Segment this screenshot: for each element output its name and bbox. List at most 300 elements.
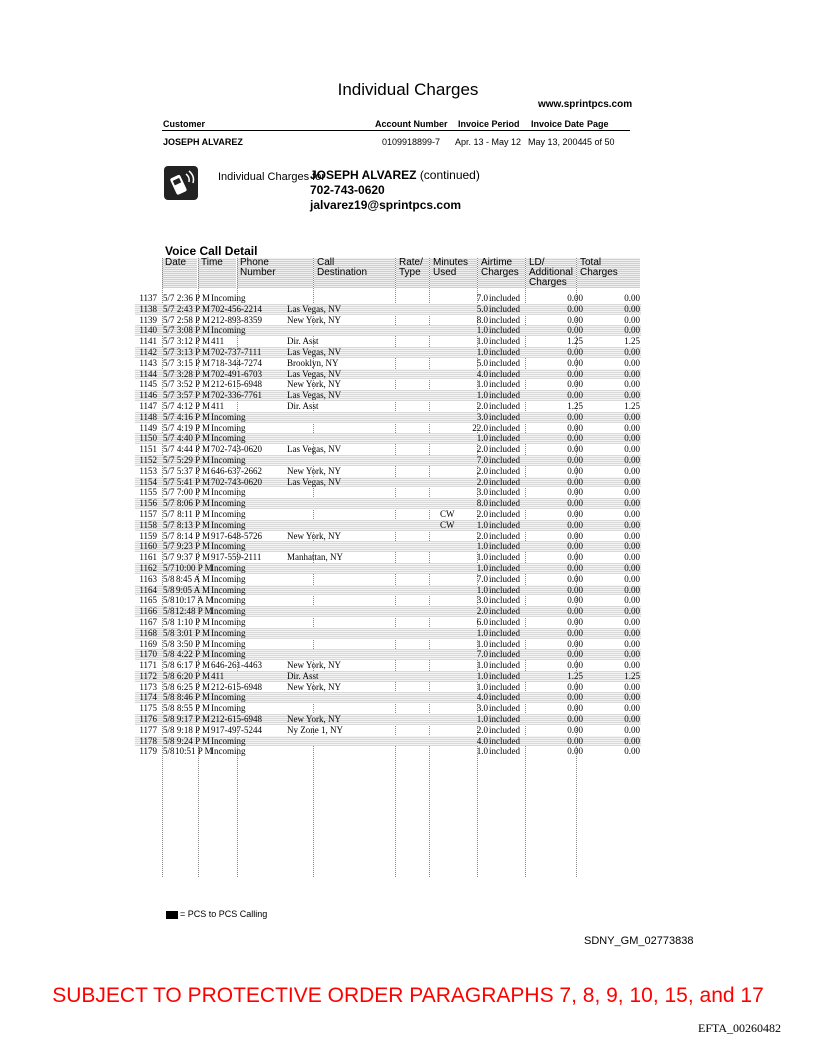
row-date: 5/7: [163, 444, 175, 455]
table-row: [135, 585, 641, 596]
row-date: 5/7: [163, 476, 175, 487]
row-minutes: 2.0: [476, 724, 488, 735]
row-total: 0.00: [624, 465, 640, 476]
row-airtime: included: [489, 541, 520, 552]
row-phone: 646-637-2662: [211, 465, 262, 476]
row-date: 5/8: [163, 724, 175, 735]
row-ld-charges: 0.00: [567, 476, 583, 487]
row-number: 1144: [139, 368, 157, 379]
row-time: 4:40 P M: [176, 433, 210, 444]
row-total: 1.25: [624, 336, 640, 347]
row-number: 1143: [139, 357, 157, 368]
row-total: 0.00: [624, 411, 640, 422]
row-number: 1167: [139, 616, 157, 627]
row-number: 1149: [139, 422, 157, 433]
row-ld-charges: 0.00: [567, 746, 583, 757]
row-ld-charges: 0.00: [567, 422, 583, 433]
customer-phone: 702-743-0620: [310, 183, 385, 197]
row-minutes: 1.0: [476, 638, 488, 649]
row-number: 1171: [139, 660, 157, 671]
table-row: [135, 714, 641, 725]
row-minutes: 1.0: [476, 541, 488, 552]
page-title: Individual Charges: [337, 80, 479, 99]
row-date: 5/7: [163, 519, 175, 530]
call-detail-table: [135, 293, 641, 757]
table-row: [135, 725, 641, 736]
row-time: 3:52 P M: [176, 379, 210, 390]
row-total: 0.00: [624, 293, 640, 303]
row-minutes: 1.0: [476, 584, 488, 595]
row-airtime: included: [489, 530, 520, 541]
page-label: Page: [587, 119, 609, 129]
row-airtime: included: [489, 444, 520, 455]
row-total: 0.00: [624, 303, 640, 314]
table-row: [135, 531, 641, 542]
table-row: [135, 487, 641, 498]
row-phone: Incoming: [211, 649, 246, 660]
row-date: 5/7: [163, 487, 175, 498]
row-phone: Incoming: [211, 519, 246, 530]
row-number: 1139: [139, 314, 157, 325]
row-minutes: 2.0: [476, 444, 488, 455]
row-ld-charges: 0.00: [567, 606, 583, 617]
row-total: 0.00: [624, 616, 640, 627]
row-airtime: included: [489, 735, 520, 746]
row-phone: Incoming: [211, 498, 246, 509]
row-time: 8:14 P M: [176, 530, 210, 541]
row-airtime: included: [489, 724, 520, 735]
row-number: 1175: [139, 703, 157, 714]
table-row: [135, 509, 641, 520]
row-total: 0.00: [624, 346, 640, 357]
row-airtime: included: [489, 346, 520, 357]
continued-note: (continued): [419, 168, 480, 182]
row-number: 1169: [139, 638, 157, 649]
row-phone: Incoming: [211, 584, 246, 595]
row-ld-charges: 0.00: [567, 735, 583, 746]
row-total: 0.00: [624, 714, 640, 725]
table-row: [135, 369, 641, 380]
row-minutes: 5.0: [476, 357, 488, 368]
row-total: 0.00: [624, 390, 640, 401]
customer-value: JOSEPH ALVAREZ: [163, 137, 243, 147]
row-phone: 702-743-0620: [211, 444, 262, 455]
row-time: 3:12 P M: [176, 336, 210, 347]
row-airtime: included: [489, 562, 520, 573]
row-airtime: included: [489, 476, 520, 487]
table-row: [135, 336, 641, 347]
row-number: 1150: [139, 433, 157, 444]
row-time: 3:50 P M: [176, 638, 210, 649]
row-number: 1142: [139, 346, 157, 357]
row-phone: 702-491-6703: [211, 368, 262, 379]
row-phone: 917-648-5726: [211, 530, 262, 541]
row-time: 2:43 P M: [176, 303, 210, 314]
col-ld: LD/ Additional Charges: [526, 258, 576, 288]
row-ld-charges: 0.00: [567, 541, 583, 552]
row-number: 1147: [139, 400, 157, 411]
customer-email: jalvarez19@sprintpcs.com: [310, 198, 462, 212]
row-phone: Incoming: [211, 573, 246, 584]
row-phone: 411: [211, 670, 225, 681]
row-total: 0.00: [624, 454, 640, 465]
table-row: [135, 325, 641, 336]
row-minutes: 7.0: [476, 293, 488, 303]
row-destination: Dir. Asst: [287, 336, 319, 347]
row-number: 1165: [139, 595, 157, 606]
row-phone: 702-743-0620: [211, 476, 262, 487]
row-date: 5/8: [163, 573, 175, 584]
account-number-value: 0109918899-7: [382, 137, 441, 147]
table-row: [135, 390, 641, 401]
row-airtime: included: [489, 433, 520, 444]
row-number: 1141: [139, 336, 157, 347]
row-destination: Las Vegas, NV: [287, 476, 342, 487]
row-phone: 646-261-4463: [211, 660, 262, 671]
row-airtime: included: [489, 519, 520, 530]
row-date: 5/7: [163, 508, 175, 519]
row-phone: 212-615-6948: [211, 714, 262, 725]
row-phone: Incoming: [211, 411, 246, 422]
row-number: 1174: [139, 692, 157, 703]
row-minutes: 2.0: [476, 465, 488, 476]
row-airtime: included: [489, 584, 520, 595]
row-time: 10:00 P M: [175, 562, 213, 573]
row-phone: 718-344-7274: [211, 357, 262, 368]
row-date: 5/7: [163, 357, 175, 368]
row-airtime: included: [489, 703, 520, 714]
row-number: 1176: [139, 714, 157, 725]
table-row: [135, 639, 641, 650]
row-ld-charges: 0.00: [567, 433, 583, 444]
row-phone: Incoming: [211, 325, 246, 336]
col-time: Time: [198, 258, 236, 288]
row-phone: Incoming: [211, 638, 246, 649]
row-number: 1177: [139, 724, 157, 735]
row-phone: Incoming: [211, 746, 246, 757]
row-number: 1164: [139, 584, 157, 595]
row-number: 1153: [139, 465, 157, 476]
invoice-date-label: Invoice Date: [531, 119, 585, 129]
row-ld-charges: 0.00: [567, 660, 583, 671]
row-time: 8:06 P M: [176, 498, 210, 509]
row-number: 1161: [139, 552, 157, 563]
table-row: [135, 595, 641, 606]
row-destination: Las Vegas, NV: [287, 444, 342, 455]
row-airtime: included: [489, 508, 520, 519]
table-row: [135, 379, 641, 390]
row-destination: Las Vegas, NV: [287, 303, 342, 314]
row-destination: Ny Zone 1, NY: [287, 724, 343, 735]
row-time: 2:36 P M: [176, 293, 210, 303]
row-date: 5/7: [163, 303, 175, 314]
row-total: 0.00: [624, 649, 640, 660]
row-ld-charges: 0.00: [567, 638, 583, 649]
row-ld-charges: 0.00: [567, 519, 583, 530]
row-total: 0.00: [624, 444, 640, 455]
row-date: 5/8: [163, 627, 175, 638]
row-number: 1168: [139, 627, 157, 638]
row-ld-charges: 0.00: [567, 627, 583, 638]
row-time: 3:15 P M: [176, 357, 210, 368]
table-row: [135, 315, 641, 326]
row-destination: New York, NY: [287, 314, 342, 325]
individual-charges-label: Individual Charges for: [218, 171, 326, 183]
row-ld-charges: 0.00: [567, 530, 583, 541]
row-time: 4:19 P M: [176, 422, 210, 433]
row-minutes: 1.0: [476, 714, 488, 725]
row-date: 5/7: [163, 530, 175, 541]
row-total: 0.00: [624, 498, 640, 509]
row-airtime: included: [489, 454, 520, 465]
row-total: 1.25: [624, 400, 640, 411]
row-number: 1152: [139, 454, 157, 465]
row-airtime: included: [489, 465, 520, 476]
row-airtime: included: [489, 400, 520, 411]
table-row: [135, 455, 641, 466]
row-ld-charges: 0.00: [567, 573, 583, 584]
row-airtime: included: [489, 681, 520, 692]
protective-order-notice: SUBJECT TO PROTECTIVE ORDER PARAGRAPHS 7, 8, 9, 10, 15, and 17: [52, 984, 764, 1007]
row-date: 5/8: [163, 703, 175, 714]
row-date: 5/8: [163, 670, 175, 681]
table-row: [135, 423, 641, 434]
row-date: 5/7: [163, 400, 175, 411]
row-airtime: included: [489, 314, 520, 325]
table-row: [135, 628, 641, 639]
row-total: 0.00: [624, 519, 640, 530]
col-minutes: Minutes Used: [430, 258, 477, 288]
row-destination: Brooklyn, NY: [287, 357, 339, 368]
row-time: 3:01 P M: [176, 627, 210, 638]
row-number: 1158: [139, 519, 157, 530]
row-minutes: 3.0: [476, 703, 488, 714]
invoice-date-value: May 13, 2004: [528, 137, 583, 147]
row-ld-charges: 0.00: [567, 379, 583, 390]
row-ld-charges: 0.00: [567, 465, 583, 476]
row-airtime: included: [489, 498, 520, 509]
row-date: 5/7: [163, 433, 175, 444]
row-minutes: 1.0: [476, 552, 488, 563]
row-total: 0.00: [624, 325, 640, 336]
row-airtime: included: [489, 325, 520, 336]
row-minutes: 3.0: [476, 487, 488, 498]
row-time: 8:11 P M: [177, 508, 210, 519]
row-number: 1163: [139, 573, 157, 584]
row-phone: Incoming: [211, 487, 246, 498]
row-date: 5/7: [163, 379, 175, 390]
customer-name: JOSEPH ALVAREZ: [310, 168, 417, 182]
row-phone: Incoming: [211, 627, 246, 638]
table-row: [135, 433, 641, 444]
row-total: 0.00: [624, 638, 640, 649]
row-time: 5:29 P M: [176, 454, 210, 465]
row-date: 5/7: [163, 465, 175, 476]
row-minutes: 2.0: [476, 400, 488, 411]
row-number: 1170: [139, 649, 157, 660]
row-phone: Incoming: [211, 616, 246, 627]
legend: [166, 909, 267, 919]
row-airtime: included: [489, 379, 520, 390]
row-phone: Incoming: [211, 541, 246, 552]
row-ld-charges: 0.00: [567, 357, 583, 368]
row-total: 0.00: [624, 746, 640, 757]
row-airtime: included: [489, 303, 520, 314]
column-headers: [162, 258, 640, 288]
row-date: 5/7: [163, 346, 175, 357]
row-time: 12:48 P M: [175, 606, 213, 617]
table-row: [135, 703, 641, 714]
row-number: 1160: [139, 541, 157, 552]
row-time: 5:41 P M: [176, 476, 210, 487]
row-airtime: included: [489, 573, 520, 584]
row-date: 5/8: [163, 616, 175, 627]
row-number: 1159: [139, 530, 157, 541]
row-total: 0.00: [624, 724, 640, 735]
row-time: 1:10 P M: [176, 616, 210, 627]
row-date: 5/7: [163, 368, 175, 379]
row-minutes: 2.0: [476, 476, 488, 487]
table-row: [135, 682, 641, 693]
row-total: 0.00: [624, 541, 640, 552]
row-ld-charges: 0.00: [567, 487, 583, 498]
row-minutes: 1.0: [476, 336, 488, 347]
row-minutes: 1.0: [476, 519, 488, 530]
row-date: 5/8: [163, 595, 175, 606]
row-number: 1140: [139, 325, 157, 336]
row-number: 1148: [139, 411, 157, 422]
row-ld-charges: 0.00: [567, 411, 583, 422]
row-number: 1156: [139, 498, 157, 509]
row-ld-charges: 0.00: [567, 368, 583, 379]
row-number: 1138: [139, 303, 157, 314]
row-airtime: included: [489, 357, 520, 368]
row-phone: 702-456-2214: [211, 303, 262, 314]
row-time: 9:24 P M: [176, 735, 210, 746]
row-total: 1.25: [624, 670, 640, 681]
row-time: 3:57 P M: [176, 390, 210, 401]
table-row: [135, 552, 641, 563]
row-total: 0.00: [624, 530, 640, 541]
row-total: 0.00: [624, 735, 640, 746]
table-row: [135, 304, 641, 315]
row-total: 0.00: [624, 703, 640, 714]
row-date: 5/8: [163, 584, 175, 595]
row-date: 5/7: [163, 422, 175, 433]
row-phone: 212-615-6948: [211, 379, 262, 390]
row-date: 5/7: [163, 336, 175, 347]
row-date: 5/8: [163, 638, 175, 649]
row-time: 4:12 P M: [176, 400, 210, 411]
row-date: 5/8: [163, 649, 175, 660]
row-time: 5:37 P M: [176, 465, 210, 476]
row-number: 1137: [139, 293, 157, 303]
table-row: [135, 692, 641, 703]
row-total: 0.00: [624, 573, 640, 584]
row-number: 1146: [139, 390, 157, 401]
table-row: [135, 347, 641, 358]
row-number: 1173: [139, 681, 157, 692]
row-total: 0.00: [624, 595, 640, 606]
row-time: 3:08 P M: [176, 325, 210, 336]
row-minutes: 1.0: [476, 681, 488, 692]
phone-icon: [164, 166, 198, 200]
row-phone: 702-336-7761: [211, 390, 262, 401]
row-date: 5/7: [163, 314, 175, 325]
row-time: 9:05 A M: [175, 584, 210, 595]
table-row: [135, 477, 641, 488]
row-date: 5/7: [163, 541, 175, 552]
row-time: 3:28 P M: [176, 368, 210, 379]
row-phone: Incoming: [211, 735, 246, 746]
row-date: 5/8: [163, 692, 175, 703]
row-number: 1145: [139, 379, 157, 390]
row-number: 1166: [139, 606, 157, 617]
row-minutes: 1.0: [476, 433, 488, 444]
legend-text: = PCS to PCS Calling: [180, 909, 268, 919]
row-time: 4:22 P M: [176, 649, 210, 660]
row-ld-charges: 0.00: [567, 552, 583, 563]
row-ld-charges: 0.00: [567, 303, 583, 314]
row-airtime: included: [489, 714, 520, 725]
row-destination: New York, NY: [287, 714, 342, 725]
section-title: Voice Call Detail: [165, 244, 258, 258]
row-airtime: included: [489, 293, 520, 303]
row-minutes: 1.0: [476, 627, 488, 638]
col-date: Date: [162, 258, 197, 288]
row-minutes: 6.0: [476, 616, 488, 627]
row-minutes: 1.0: [476, 325, 488, 336]
row-phone: 702-737-7111: [211, 346, 262, 357]
row-ld-charges: 0.00: [567, 293, 583, 303]
table-row: [135, 541, 641, 552]
row-total: 0.00: [624, 487, 640, 498]
row-date: 5/7: [163, 562, 175, 573]
row-number: 1178: [139, 735, 157, 746]
row-minutes: 2.0: [476, 606, 488, 617]
row-phone: 411: [211, 400, 225, 411]
row-phone: 917-559-2111: [211, 552, 262, 563]
row-ld-charges: 0.00: [567, 616, 583, 627]
row-total: 0.00: [624, 552, 640, 563]
row-minutes: 22.0: [472, 422, 488, 433]
table-row: [135, 358, 641, 369]
row-total: 0.00: [624, 508, 640, 519]
row-phone: Incoming: [211, 422, 246, 433]
row-destination: Manhattan, NY: [287, 552, 343, 563]
row-time: 6:20 P M: [176, 670, 210, 681]
row-airtime: included: [489, 411, 520, 422]
row-phone: Incoming: [211, 433, 246, 444]
table-row: [135, 498, 641, 509]
row-time: 8:55 P M: [176, 703, 210, 714]
row-time: 8:45 A M: [175, 573, 210, 584]
table-row: [135, 520, 641, 531]
table-row: [135, 617, 641, 628]
row-minutes: 4.0: [476, 735, 488, 746]
row-number: 1155: [139, 487, 157, 498]
row-date: 5/7: [163, 498, 175, 509]
row-total: 0.00: [624, 606, 640, 617]
row-time: 9:37 P M: [176, 552, 210, 563]
row-minutes: 5.0: [476, 303, 488, 314]
row-airtime: included: [489, 746, 520, 757]
table-row: [135, 660, 641, 671]
row-airtime: included: [489, 422, 520, 433]
customer-label: Customer: [163, 119, 206, 129]
row-date: 5/7: [163, 552, 175, 563]
row-destination: New York, NY: [287, 660, 342, 671]
